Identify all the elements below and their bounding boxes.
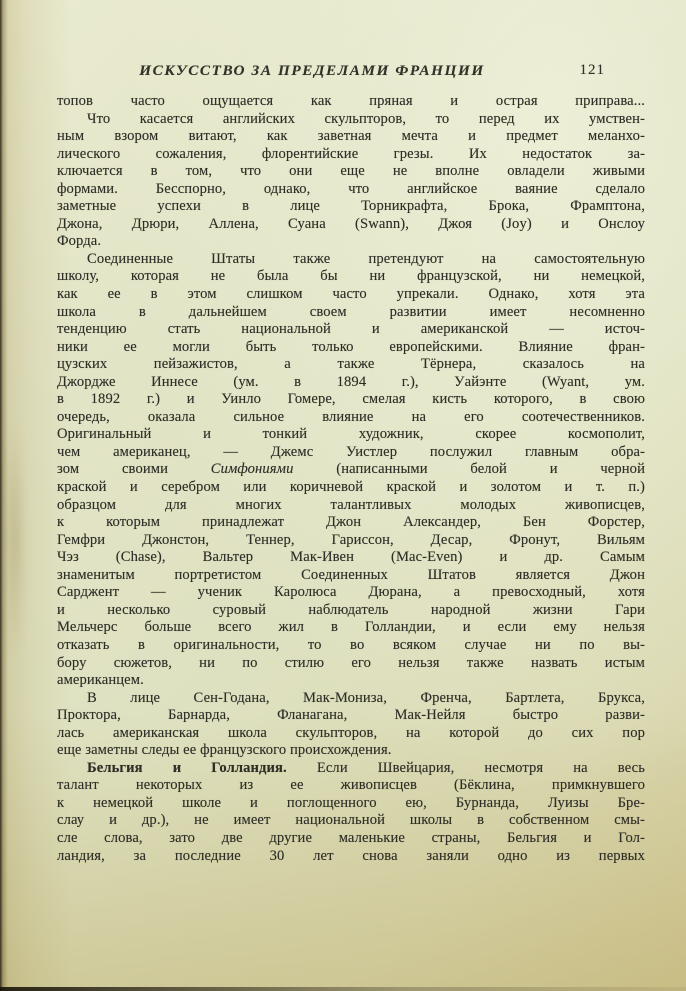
running-header [57,62,645,84]
text-line: Гемфри Джонстон, Теннер, Гариссон, Десар, Фронут, Вильям [57,531,645,548]
text-line: образцом для многих талантливых молодых живописцев, [57,496,645,513]
gutter-smudge [6,420,24,660]
text-line: Что касается английских скульпторов, то перед их умствен- [87,110,645,127]
text-line: ники ее могли быть только европейскими. Влияние фран- [57,338,645,355]
text-line: талант некоторых из ее живописцев (Бёклина, примкнувшего [57,777,645,794]
text-line: топов часто ощущается как пряная и острая приправа... [57,93,645,109]
text-line: Джордже Иннесе (ум. в 1894 г.), Уайэнте (Wyant, ум. [57,373,645,390]
text-line: Бельгия и Голландия. Если Швейцария, несмотря на весь [87,759,645,776]
text-line: Мельчерс больше всего жил в Голландии, и если ему нельзя [57,619,645,636]
text-line: Джона, Дрюри, Аллена, Суана (Swann), Джоя (Joy) и Онслоу [57,215,645,232]
text-line: бору сюжетов, ни по стилю его нельзя также назвать истым [57,654,645,671]
text-line: и несколько суровый наблюдатель народной жизни Гари [57,601,645,618]
text-line: отказать в оригинальности, то во всяком случае ни по вы- [57,636,645,653]
text-line: к которым принадлежат Джон Александер, Бен Форстер, [57,514,645,531]
text-line: Соединенные Штаты также претендуют на самостоятельную [87,250,645,267]
text-line: В лице Сен-Годана, Мак-Мониза, Френча, Бартлета, Брукса, [87,689,645,706]
text-line: ключается в том, что они еще не вполне овладели живыми [57,163,645,180]
text-line: в 1892 г.) и Уинло Гомере, смелая кисть которого, в свою [57,391,645,408]
text-line: американцем. [57,672,144,689]
text-line: заметные успехи в лице Торникрафта, Брока, Фрамптона, [57,198,645,215]
text-line: ландия, за последние 30 лет снова заняли одно из первых [57,847,645,864]
text-line: очередь, оказала сильное влияние на его соотечественников. [57,408,645,425]
text-line: сле слова, зато две другие маленькие страны, Бельгия и Гол- [57,829,645,846]
text-line: Чэз (Chase), Вальтер Мак-Ивен (Mac-Even) и др. Самым [57,549,645,566]
running-header-title: ИСКУССТВО ЗА ПРЕДЕЛАМИ ФРАНЦИИ [139,62,485,79]
text-line: цузских пейзажистов, а также Тёрнера, сказалось на [57,356,645,373]
text-line: слау и др.), не имеет национальной школы в собственном смы- [57,812,645,829]
text-line: Проктора, Барнарда, Фланагана, Мак-Нейля быстро разви- [57,707,645,724]
text-line: знаменитым портретистом Соединенных Штатов является Джон [57,566,645,583]
text-line: как ее в этом слишком часто упрекали. Однако, хотя эта [57,286,645,303]
text-line: чем американец, — Джемс Уистлер послужил главным обра- [57,443,645,460]
page-number: 121 [579,62,605,78]
page-bottom-edge-shadow [0,987,686,991]
text-line: краской и серебром или коричневой краской и золотом и т. п.) [57,479,645,496]
text-line: еще заметны следы ее французского происхождения. [57,742,392,759]
text-line: формами. Бесспорно, однако, что английское ваяние сделало [57,180,645,197]
page-body-text [57,93,645,865]
text-line: школу, которая не была бы ни французской, ни немецкой, [57,268,645,285]
text-line: тенденцию стать национальной и американской — источ- [57,321,645,338]
text-line: ным взором витают, как заветная мечта и предмет меланхо- [57,128,645,145]
text-line: Форда. [57,233,102,250]
text-line: к немецкой школе и поглощенного ею, Бурнанда, Луизы Бре- [57,794,645,811]
text-line: Сарджент — ученик Каролюса Дюрана, а превосходный, хотя [57,584,645,601]
text-line: лась американская школа скульпторов, на которой до сих пор [57,724,645,741]
text-line: лического сожаления, флорентийские грезы. Их недостаток за- [57,145,645,162]
text-line: Оригинальный и тонкий художник, скорее космополит, [57,426,645,443]
text-line: зом своими Симфониями (написанными белой и черной [57,461,645,478]
text-line: школа в дальнейшем своем развитии имеет несомненно [57,303,645,320]
